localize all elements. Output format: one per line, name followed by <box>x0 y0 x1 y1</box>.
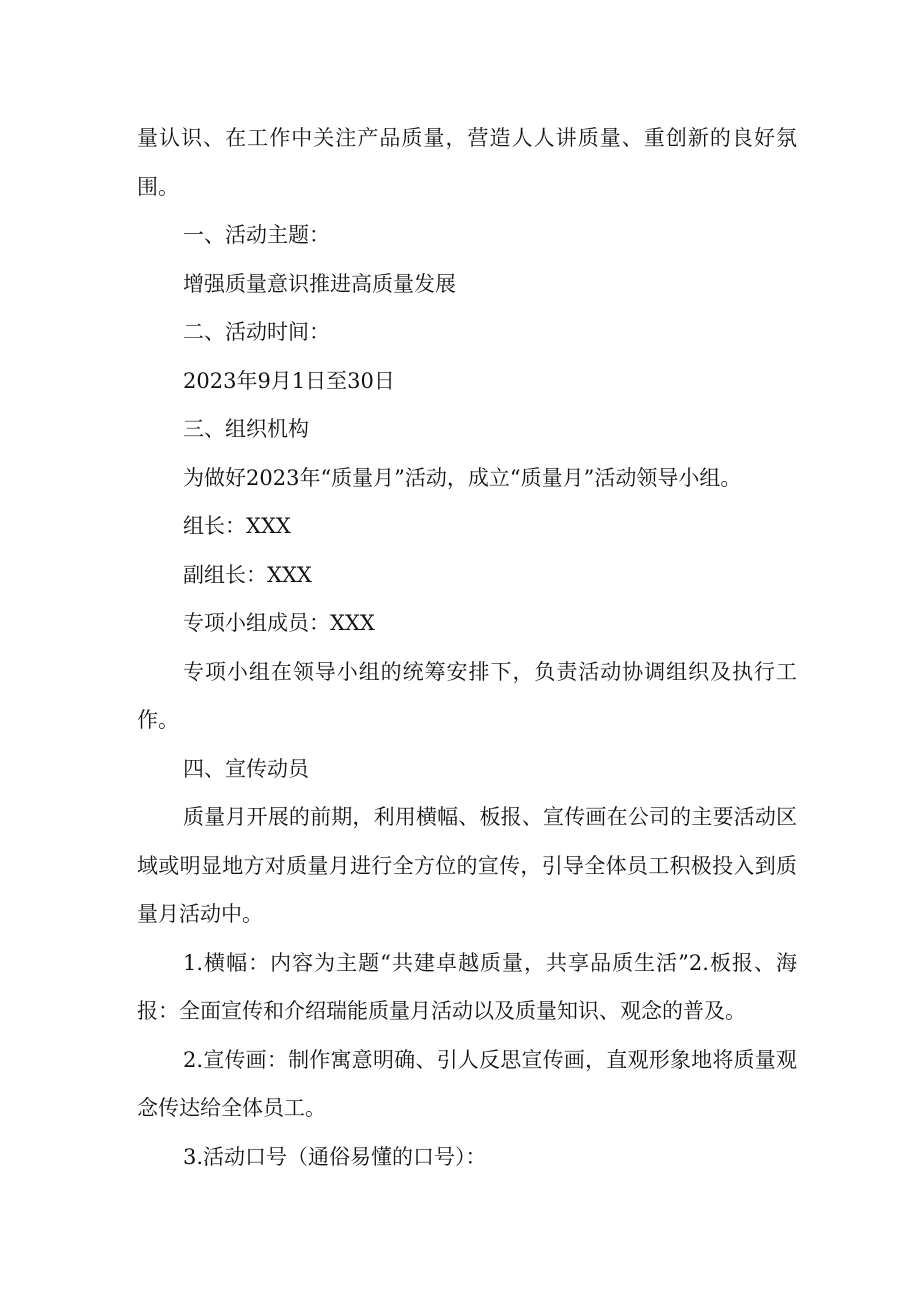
heading-activity-theme: 一、活动主题： <box>183 223 330 247</box>
activity-time-text: 2023年9月1日至30日 <box>183 368 395 393</box>
activity-theme-text: 增强质量意识推进高质量发展 <box>183 271 456 296</box>
team-leader: 组长：XXX <box>183 514 291 538</box>
special-team-members: 专项小组成员：XXX <box>183 611 375 635</box>
organization-text: 为做好2023年“质量月”活动，成立“质量月”活动领导小组。 <box>183 465 742 490</box>
heading-activity-time: 二、活动时间： <box>183 320 330 344</box>
deputy-team-leader: 副组长：XXX <box>183 562 312 587</box>
document-body <box>137 114 797 1181</box>
publicity-item-posters: 2.宣传画：制作寓意明确、引人反思宣传画，直观形象地将质量观念传达给全体员工。 <box>137 1047 797 1120</box>
paragraph-continuation: 量认识、在工作中关注产品质量，营造人人讲质量、重创新的良好氛围。 <box>137 126 797 199</box>
heading-organization: 三、组织机构 <box>183 417 309 441</box>
publicity-text: 质量月开展的前期，利用横幅、板报、宣传画在公司的主要活动区域或明显地方对质量月进行全方位的宣传，引导全体员工积极投入到质量月活动中。 <box>137 805 797 926</box>
publicity-item-slogan: 3.活动口号（通俗易懂的口号）： <box>183 1144 487 1169</box>
special-team-duty: 专项小组在领导小组的统筹安排下，负责活动协调组织及执行工作。 <box>137 659 797 732</box>
publicity-item-banner: 1.横幅：内容为主题“共建卓越质量，共享品质生活”2.板报、海报：全面宣传和介绍瑞能质量月活动以及质量知识、观念的普及。 <box>137 950 797 1023</box>
heading-publicity: 四、宣传动员 <box>183 756 309 781</box>
